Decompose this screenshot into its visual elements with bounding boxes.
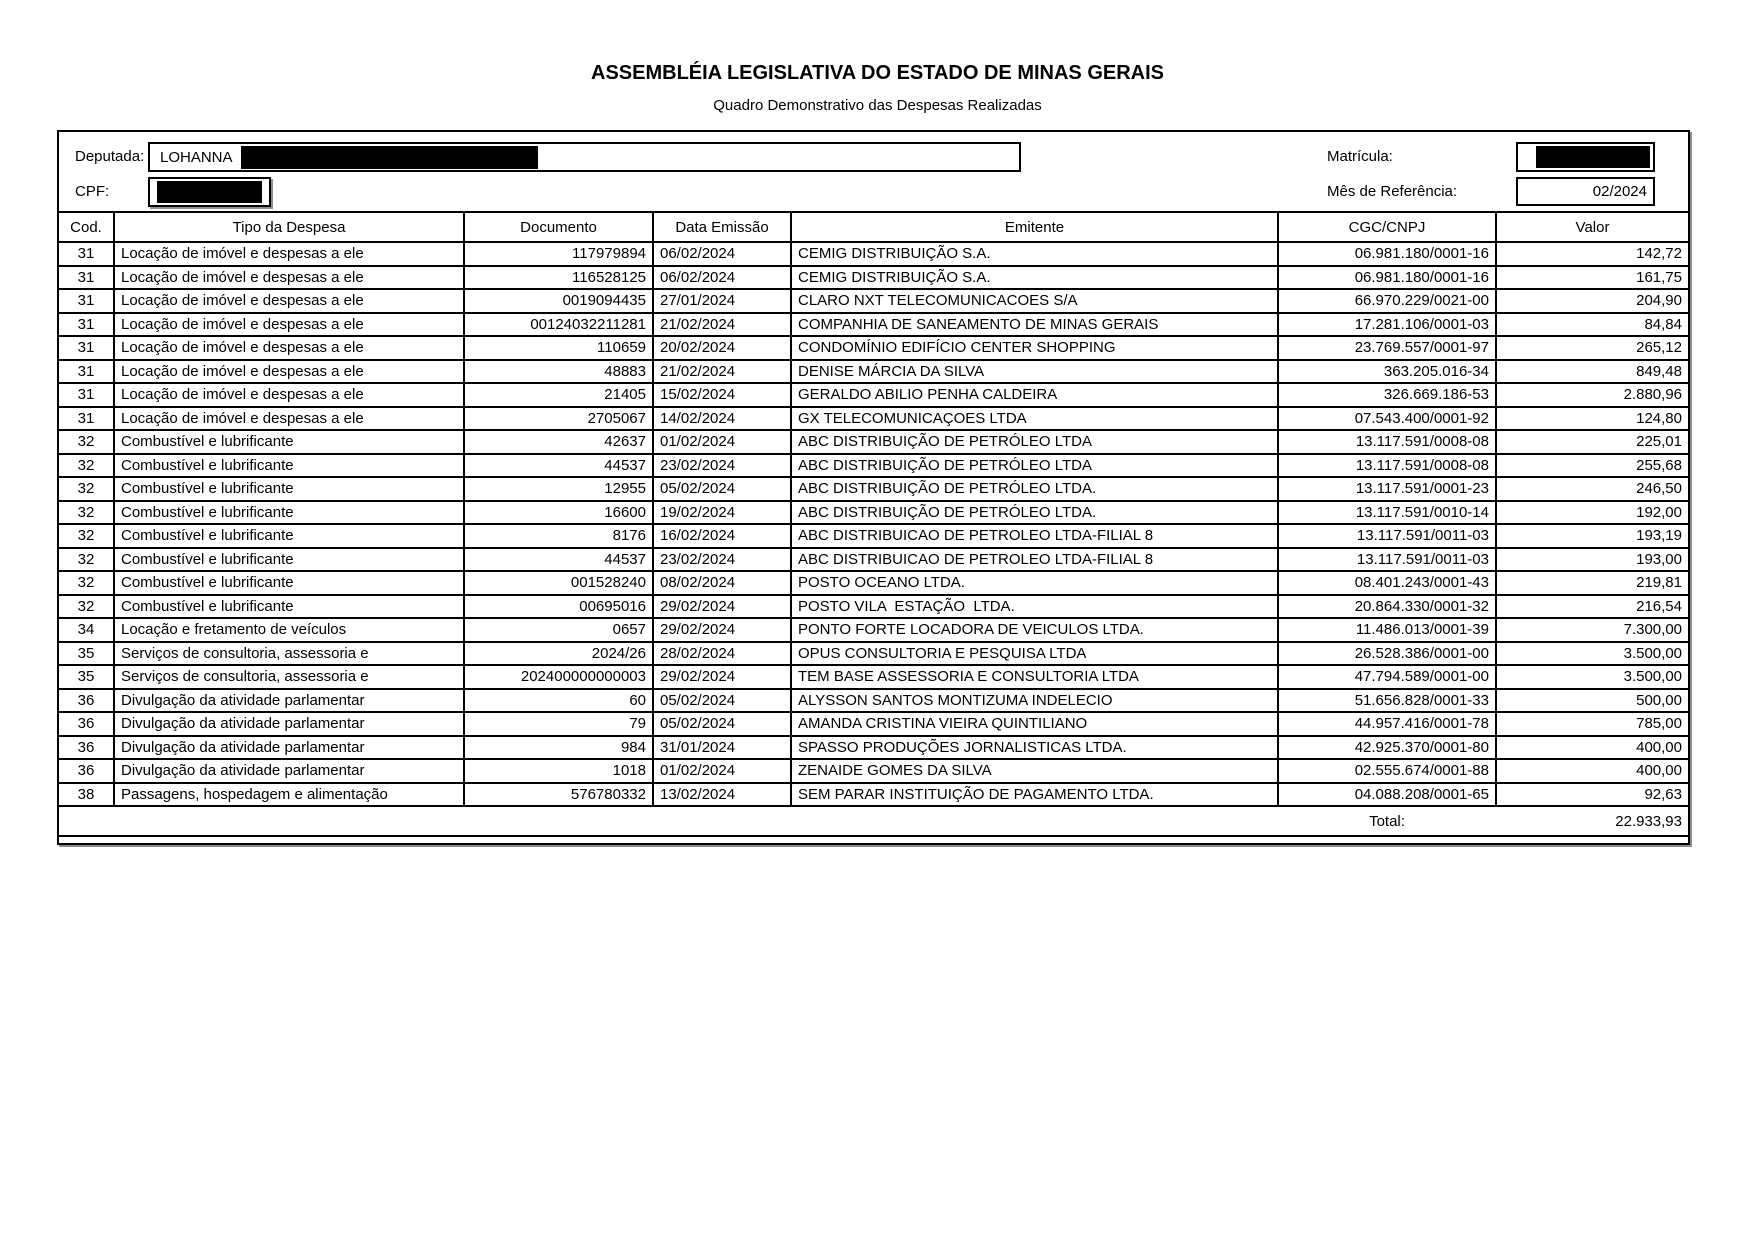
header-fields bbox=[59, 132, 1688, 211]
cell-cgc-cnpj: 13.117.591/0011-03 bbox=[1278, 524, 1496, 548]
cell-data-emissao: 14/02/2024 bbox=[653, 407, 791, 431]
cell-emitente: POSTO OCEANO LTDA. bbox=[791, 571, 1278, 595]
cell-emitente: ABC DISTRIBUIÇÃO DE PETRÓLEO LTDA. bbox=[791, 501, 1278, 525]
cell-emitente: ABC DISTRIBUIÇÃO DE PETRÓLEO LTDA bbox=[791, 454, 1278, 478]
cell-cod: 31 bbox=[59, 266, 114, 290]
deputada-redaction bbox=[241, 146, 538, 169]
table-row bbox=[59, 571, 1688, 595]
cell-valor: 7.300,00 bbox=[1496, 618, 1688, 642]
table-row bbox=[59, 595, 1688, 619]
cell-tipo-despesa: Passagens, hospedagem e alimentação bbox=[114, 783, 464, 807]
cell-cgc-cnpj: 02.555.674/0001-88 bbox=[1278, 759, 1496, 783]
cell-cod: 32 bbox=[59, 571, 114, 595]
cell-cgc-cnpj: 20.864.330/0001-32 bbox=[1278, 595, 1496, 619]
cpf-field bbox=[148, 177, 271, 207]
expenses-table bbox=[59, 211, 1688, 837]
cell-cgc-cnpj: 04.088.208/0001-65 bbox=[1278, 783, 1496, 807]
cell-cgc-cnpj: 23.769.557/0001-97 bbox=[1278, 336, 1496, 360]
cell-cgc-cnpj: 51.656.828/0001-33 bbox=[1278, 689, 1496, 713]
cell-valor: 500,00 bbox=[1496, 689, 1688, 713]
cell-emitente: ABC DISTRIBUIÇÃO DE PETRÓLEO LTDA. bbox=[791, 477, 1278, 501]
cell-documento: 21405 bbox=[464, 383, 653, 407]
table-row bbox=[59, 360, 1688, 384]
mes-referencia-field bbox=[1516, 177, 1655, 206]
cell-cod: 32 bbox=[59, 454, 114, 478]
cell-valor: 142,72 bbox=[1496, 242, 1688, 266]
cell-tipo-despesa: Serviços de consultoria, assessoria e bbox=[114, 665, 464, 689]
table-row bbox=[59, 336, 1688, 360]
cell-cod: 35 bbox=[59, 642, 114, 666]
cpf-label: CPF: bbox=[75, 183, 110, 200]
table-row bbox=[59, 783, 1688, 807]
table-row bbox=[59, 501, 1688, 525]
cell-documento: 576780332 bbox=[464, 783, 653, 807]
cell-data-emissao: 29/02/2024 bbox=[653, 595, 791, 619]
mes-referencia-label: Mês de Referência: bbox=[1327, 183, 1458, 200]
cell-data-emissao: 01/02/2024 bbox=[653, 759, 791, 783]
cell-tipo-despesa: Locação de imóvel e despesas a ele bbox=[114, 242, 464, 266]
table-row bbox=[59, 736, 1688, 760]
cell-emitente: CLARO NXT TELECOMUNICACOES S/A bbox=[791, 289, 1278, 313]
cell-data-emissao: 01/02/2024 bbox=[653, 430, 791, 454]
cell-tipo-despesa: Divulgação da atividade parlamentar bbox=[114, 689, 464, 713]
table-row bbox=[59, 407, 1688, 431]
cell-data-emissao: 05/02/2024 bbox=[653, 689, 791, 713]
cell-valor: 216,54 bbox=[1496, 595, 1688, 619]
report-frame bbox=[57, 130, 1690, 845]
matricula-label: Matrícula: bbox=[1327, 148, 1393, 165]
cell-data-emissao: 06/02/2024 bbox=[653, 242, 791, 266]
cell-valor: 204,90 bbox=[1496, 289, 1688, 313]
column-header-emitente: Emitente bbox=[791, 212, 1278, 242]
cell-cgc-cnpj: 11.486.013/0001-39 bbox=[1278, 618, 1496, 642]
table-row bbox=[59, 524, 1688, 548]
cell-valor: 161,75 bbox=[1496, 266, 1688, 290]
cell-cod: 31 bbox=[59, 289, 114, 313]
cell-emitente: GERALDO ABILIO PENHA CALDEIRA bbox=[791, 383, 1278, 407]
cell-data-emissao: 29/02/2024 bbox=[653, 618, 791, 642]
cell-documento: 2024/26 bbox=[464, 642, 653, 666]
cell-tipo-despesa: Locação de imóvel e despesas a ele bbox=[114, 313, 464, 337]
cell-tipo-despesa: Locação de imóvel e despesas a ele bbox=[114, 360, 464, 384]
cell-tipo-despesa: Combustível e lubrificante bbox=[114, 571, 464, 595]
cell-cod: 31 bbox=[59, 407, 114, 431]
cell-valor: 192,00 bbox=[1496, 501, 1688, 525]
cell-tipo-despesa: Locação de imóvel e despesas a ele bbox=[114, 289, 464, 313]
total-label: Total: bbox=[1278, 806, 1496, 836]
cell-cgc-cnpj: 47.794.589/0001-00 bbox=[1278, 665, 1496, 689]
cell-emitente: ALYSSON SANTOS MONTIZUMA INDELECIO bbox=[791, 689, 1278, 713]
matricula-field bbox=[1516, 142, 1655, 172]
cell-cgc-cnpj: 13.117.591/0011-03 bbox=[1278, 548, 1496, 572]
cell-documento: 2705067 bbox=[464, 407, 653, 431]
cell-tipo-despesa: Locação de imóvel e despesas a ele bbox=[114, 407, 464, 431]
cell-emitente: COMPANHIA DE SANEAMENTO DE MINAS GERAIS bbox=[791, 313, 1278, 337]
cell-valor: 3.500,00 bbox=[1496, 665, 1688, 689]
cell-cod: 31 bbox=[59, 242, 114, 266]
cell-emitente: CEMIG DISTRIBUIÇÃO S.A. bbox=[791, 242, 1278, 266]
table-row bbox=[59, 242, 1688, 266]
cell-cgc-cnpj: 06.981.180/0001-16 bbox=[1278, 266, 1496, 290]
cell-documento: 202400000000003 bbox=[464, 665, 653, 689]
cell-valor: 255,68 bbox=[1496, 454, 1688, 478]
cell-emitente: ABC DISTRIBUICAO DE PETROLEO LTDA-FILIAL 8 bbox=[791, 524, 1278, 548]
table-header-row bbox=[59, 212, 1688, 242]
table-row bbox=[59, 642, 1688, 666]
cell-cod: 31 bbox=[59, 383, 114, 407]
cell-cod: 31 bbox=[59, 336, 114, 360]
cell-emitente: ZENAIDE GOMES DA SILVA bbox=[791, 759, 1278, 783]
cell-cod: 32 bbox=[59, 524, 114, 548]
total-spacer bbox=[59, 806, 1278, 836]
cell-data-emissao: 23/02/2024 bbox=[653, 454, 791, 478]
column-header-cod: Cod. bbox=[59, 212, 114, 242]
cell-cod: 32 bbox=[59, 477, 114, 501]
cell-documento: 48883 bbox=[464, 360, 653, 384]
cell-documento: 117979894 bbox=[464, 242, 653, 266]
column-header-data-emissao: Data Emissão bbox=[653, 212, 791, 242]
cell-cod: 35 bbox=[59, 665, 114, 689]
table-row bbox=[59, 712, 1688, 736]
page-title: ASSEMBLÉIA LEGISLATIVA DO ESTADO DE MINAS GERAIS bbox=[591, 62, 1164, 84]
cell-data-emissao: 20/02/2024 bbox=[653, 336, 791, 360]
cell-cod: 36 bbox=[59, 759, 114, 783]
cell-documento: 44537 bbox=[464, 548, 653, 572]
cell-data-emissao: 21/02/2024 bbox=[653, 360, 791, 384]
cell-data-emissao: 08/02/2024 bbox=[653, 571, 791, 595]
cell-documento: 0019094435 bbox=[464, 289, 653, 313]
cell-emitente: SPASSO PRODUÇÕES JORNALISTICAS LTDA. bbox=[791, 736, 1278, 760]
cell-documento: 79 bbox=[464, 712, 653, 736]
column-header-tipo-despesa: Tipo da Despesa bbox=[114, 212, 464, 242]
cell-cgc-cnpj: 08.401.243/0001-43 bbox=[1278, 571, 1496, 595]
table-row bbox=[59, 289, 1688, 313]
cell-data-emissao: 06/02/2024 bbox=[653, 266, 791, 290]
column-header-valor: Valor bbox=[1496, 212, 1688, 242]
cell-documento: 42637 bbox=[464, 430, 653, 454]
cell-data-emissao: 15/02/2024 bbox=[653, 383, 791, 407]
cell-cgc-cnpj: 13.117.591/0001-23 bbox=[1278, 477, 1496, 501]
cpf-redaction bbox=[157, 181, 262, 203]
cell-valor: 2.880,96 bbox=[1496, 383, 1688, 407]
cell-cgc-cnpj: 17.281.106/0001-03 bbox=[1278, 313, 1496, 337]
cell-valor: 785,00 bbox=[1496, 712, 1688, 736]
cell-data-emissao: 31/01/2024 bbox=[653, 736, 791, 760]
cell-valor: 193,00 bbox=[1496, 548, 1688, 572]
cell-documento: 116528125 bbox=[464, 266, 653, 290]
mes-referencia-value: 02/2024 bbox=[1592, 183, 1647, 200]
page-subtitle: Quadro Demonstrativo das Despesas Realizadas bbox=[713, 97, 1042, 114]
cell-tipo-despesa: Divulgação da atividade parlamentar bbox=[114, 736, 464, 760]
cell-emitente: ABC DISTRIBUIÇÃO DE PETRÓLEO LTDA bbox=[791, 430, 1278, 454]
cell-data-emissao: 21/02/2024 bbox=[653, 313, 791, 337]
cell-cod: 36 bbox=[59, 736, 114, 760]
table-row bbox=[59, 689, 1688, 713]
cell-valor: 849,48 bbox=[1496, 360, 1688, 384]
deputada-value: LOHANNA bbox=[160, 148, 233, 166]
cell-cgc-cnpj: 13.117.591/0008-08 bbox=[1278, 454, 1496, 478]
cell-cod: 31 bbox=[59, 313, 114, 337]
column-header-cgc-cnpj: CGC/CNPJ bbox=[1278, 212, 1496, 242]
cell-cgc-cnpj: 66.970.229/0021-00 bbox=[1278, 289, 1496, 313]
cell-cod: 32 bbox=[59, 548, 114, 572]
deputada-field bbox=[148, 142, 1021, 172]
cell-documento: 0657 bbox=[464, 618, 653, 642]
cell-emitente: ABC DISTRIBUICAO DE PETROLEO LTDA-FILIAL 8 bbox=[791, 548, 1278, 572]
table-row bbox=[59, 548, 1688, 572]
cell-valor: 193,19 bbox=[1496, 524, 1688, 548]
cell-emitente: TEM BASE ASSESSORIA E CONSULTORIA LTDA bbox=[791, 665, 1278, 689]
cell-emitente: OPUS CONSULTORIA E PESQUISA LTDA bbox=[791, 642, 1278, 666]
cell-valor: 92,63 bbox=[1496, 783, 1688, 807]
cell-cod: 38 bbox=[59, 783, 114, 807]
cell-cgc-cnpj: 42.925.370/0001-80 bbox=[1278, 736, 1496, 760]
cell-cgc-cnpj: 326.669.186-53 bbox=[1278, 383, 1496, 407]
cell-documento: 8176 bbox=[464, 524, 653, 548]
cell-valor: 400,00 bbox=[1496, 759, 1688, 783]
cell-cgc-cnpj: 26.528.386/0001-00 bbox=[1278, 642, 1496, 666]
cell-valor: 225,01 bbox=[1496, 430, 1688, 454]
table-row bbox=[59, 454, 1688, 478]
cell-data-emissao: 23/02/2024 bbox=[653, 548, 791, 572]
cell-valor: 3.500,00 bbox=[1496, 642, 1688, 666]
cell-tipo-despesa: Locação de imóvel e despesas a ele bbox=[114, 336, 464, 360]
cell-emitente: PONTO FORTE LOCADORA DE VEICULOS LTDA. bbox=[791, 618, 1278, 642]
cell-documento: 00695016 bbox=[464, 595, 653, 619]
cell-data-emissao: 19/02/2024 bbox=[653, 501, 791, 525]
cell-emitente: POSTO VILA ESTAÇÃO LTDA. bbox=[791, 595, 1278, 619]
cell-tipo-despesa: Combustível e lubrificante bbox=[114, 548, 464, 572]
cell-cgc-cnpj: 13.117.591/0010-14 bbox=[1278, 501, 1496, 525]
cell-documento: 12955 bbox=[464, 477, 653, 501]
cell-data-emissao: 13/02/2024 bbox=[653, 783, 791, 807]
cell-documento: 44537 bbox=[464, 454, 653, 478]
table-row bbox=[59, 665, 1688, 689]
table-row bbox=[59, 430, 1688, 454]
cell-valor: 265,12 bbox=[1496, 336, 1688, 360]
cell-cgc-cnpj: 06.981.180/0001-16 bbox=[1278, 242, 1496, 266]
cell-tipo-despesa: Combustível e lubrificante bbox=[114, 595, 464, 619]
cell-emitente: GX TELECOMUNICAÇOES LTDA bbox=[791, 407, 1278, 431]
cell-cod: 32 bbox=[59, 501, 114, 525]
cell-tipo-despesa: Locação e fretamento de veículos bbox=[114, 618, 464, 642]
cell-documento: 1018 bbox=[464, 759, 653, 783]
cell-cgc-cnpj: 44.957.416/0001-78 bbox=[1278, 712, 1496, 736]
cell-valor: 400,00 bbox=[1496, 736, 1688, 760]
cell-cod: 36 bbox=[59, 689, 114, 713]
cell-cod: 31 bbox=[59, 360, 114, 384]
cell-documento: 001528240 bbox=[464, 571, 653, 595]
cell-tipo-despesa: Divulgação da atividade parlamentar bbox=[114, 759, 464, 783]
cell-valor: 246,50 bbox=[1496, 477, 1688, 501]
cell-emitente: DENISE MÁRCIA DA SILVA bbox=[791, 360, 1278, 384]
cell-documento: 984 bbox=[464, 736, 653, 760]
total-row bbox=[59, 806, 1688, 836]
cell-tipo-despesa: Combustível e lubrificante bbox=[114, 477, 464, 501]
cell-data-emissao: 27/01/2024 bbox=[653, 289, 791, 313]
cell-tipo-despesa: Locação de imóvel e despesas a ele bbox=[114, 383, 464, 407]
cell-data-emissao: 16/02/2024 bbox=[653, 524, 791, 548]
table-row bbox=[59, 383, 1688, 407]
cell-cod: 32 bbox=[59, 430, 114, 454]
cell-cod: 34 bbox=[59, 618, 114, 642]
cell-tipo-despesa: Combustível e lubrificante bbox=[114, 454, 464, 478]
cell-data-emissao: 29/02/2024 bbox=[653, 665, 791, 689]
cell-data-emissao: 05/02/2024 bbox=[653, 712, 791, 736]
cell-valor: 124,80 bbox=[1496, 407, 1688, 431]
total-value: 22.933,93 bbox=[1496, 806, 1688, 836]
cell-valor: 84,84 bbox=[1496, 313, 1688, 337]
matricula-redaction bbox=[1536, 146, 1650, 168]
table-row bbox=[59, 759, 1688, 783]
table-row bbox=[59, 618, 1688, 642]
cell-cgc-cnpj: 13.117.591/0008-08 bbox=[1278, 430, 1496, 454]
deputada-label: Deputada: bbox=[75, 148, 145, 165]
expense-table-body bbox=[59, 242, 1688, 806]
cell-documento: 00124032211281 bbox=[464, 313, 653, 337]
cell-documento: 110659 bbox=[464, 336, 653, 360]
table-row bbox=[59, 313, 1688, 337]
cell-tipo-despesa: Serviços de consultoria, assessoria e bbox=[114, 642, 464, 666]
cell-data-emissao: 28/02/2024 bbox=[653, 642, 791, 666]
cell-valor: 219,81 bbox=[1496, 571, 1688, 595]
table-row bbox=[59, 266, 1688, 290]
cell-tipo-despesa: Divulgação da atividade parlamentar bbox=[114, 712, 464, 736]
table-row bbox=[59, 477, 1688, 501]
cell-cod: 36 bbox=[59, 712, 114, 736]
column-header-documento: Documento bbox=[464, 212, 653, 242]
cell-cgc-cnpj: 363.205.016-34 bbox=[1278, 360, 1496, 384]
cell-cgc-cnpj: 07.543.400/0001-92 bbox=[1278, 407, 1496, 431]
cell-emitente: AMANDA CRISTINA VIEIRA QUINTILIANO bbox=[791, 712, 1278, 736]
cell-documento: 60 bbox=[464, 689, 653, 713]
cell-emitente: SEM PARAR INSTITUIÇÃO DE PAGAMENTO LTDA. bbox=[791, 783, 1278, 807]
cell-emitente: CEMIG DISTRIBUIÇÃO S.A. bbox=[791, 266, 1278, 290]
cell-emitente: CONDOMÍNIO EDIFÍCIO CENTER SHOPPING bbox=[791, 336, 1278, 360]
cell-tipo-despesa: Locação de imóvel e despesas a ele bbox=[114, 266, 464, 290]
cell-cod: 32 bbox=[59, 595, 114, 619]
cell-data-emissao: 05/02/2024 bbox=[653, 477, 791, 501]
cell-tipo-despesa: Combustível e lubrificante bbox=[114, 430, 464, 454]
cell-tipo-despesa: Combustível e lubrificante bbox=[114, 501, 464, 525]
cell-documento: 16600 bbox=[464, 501, 653, 525]
cell-tipo-despesa: Combustível e lubrificante bbox=[114, 524, 464, 548]
